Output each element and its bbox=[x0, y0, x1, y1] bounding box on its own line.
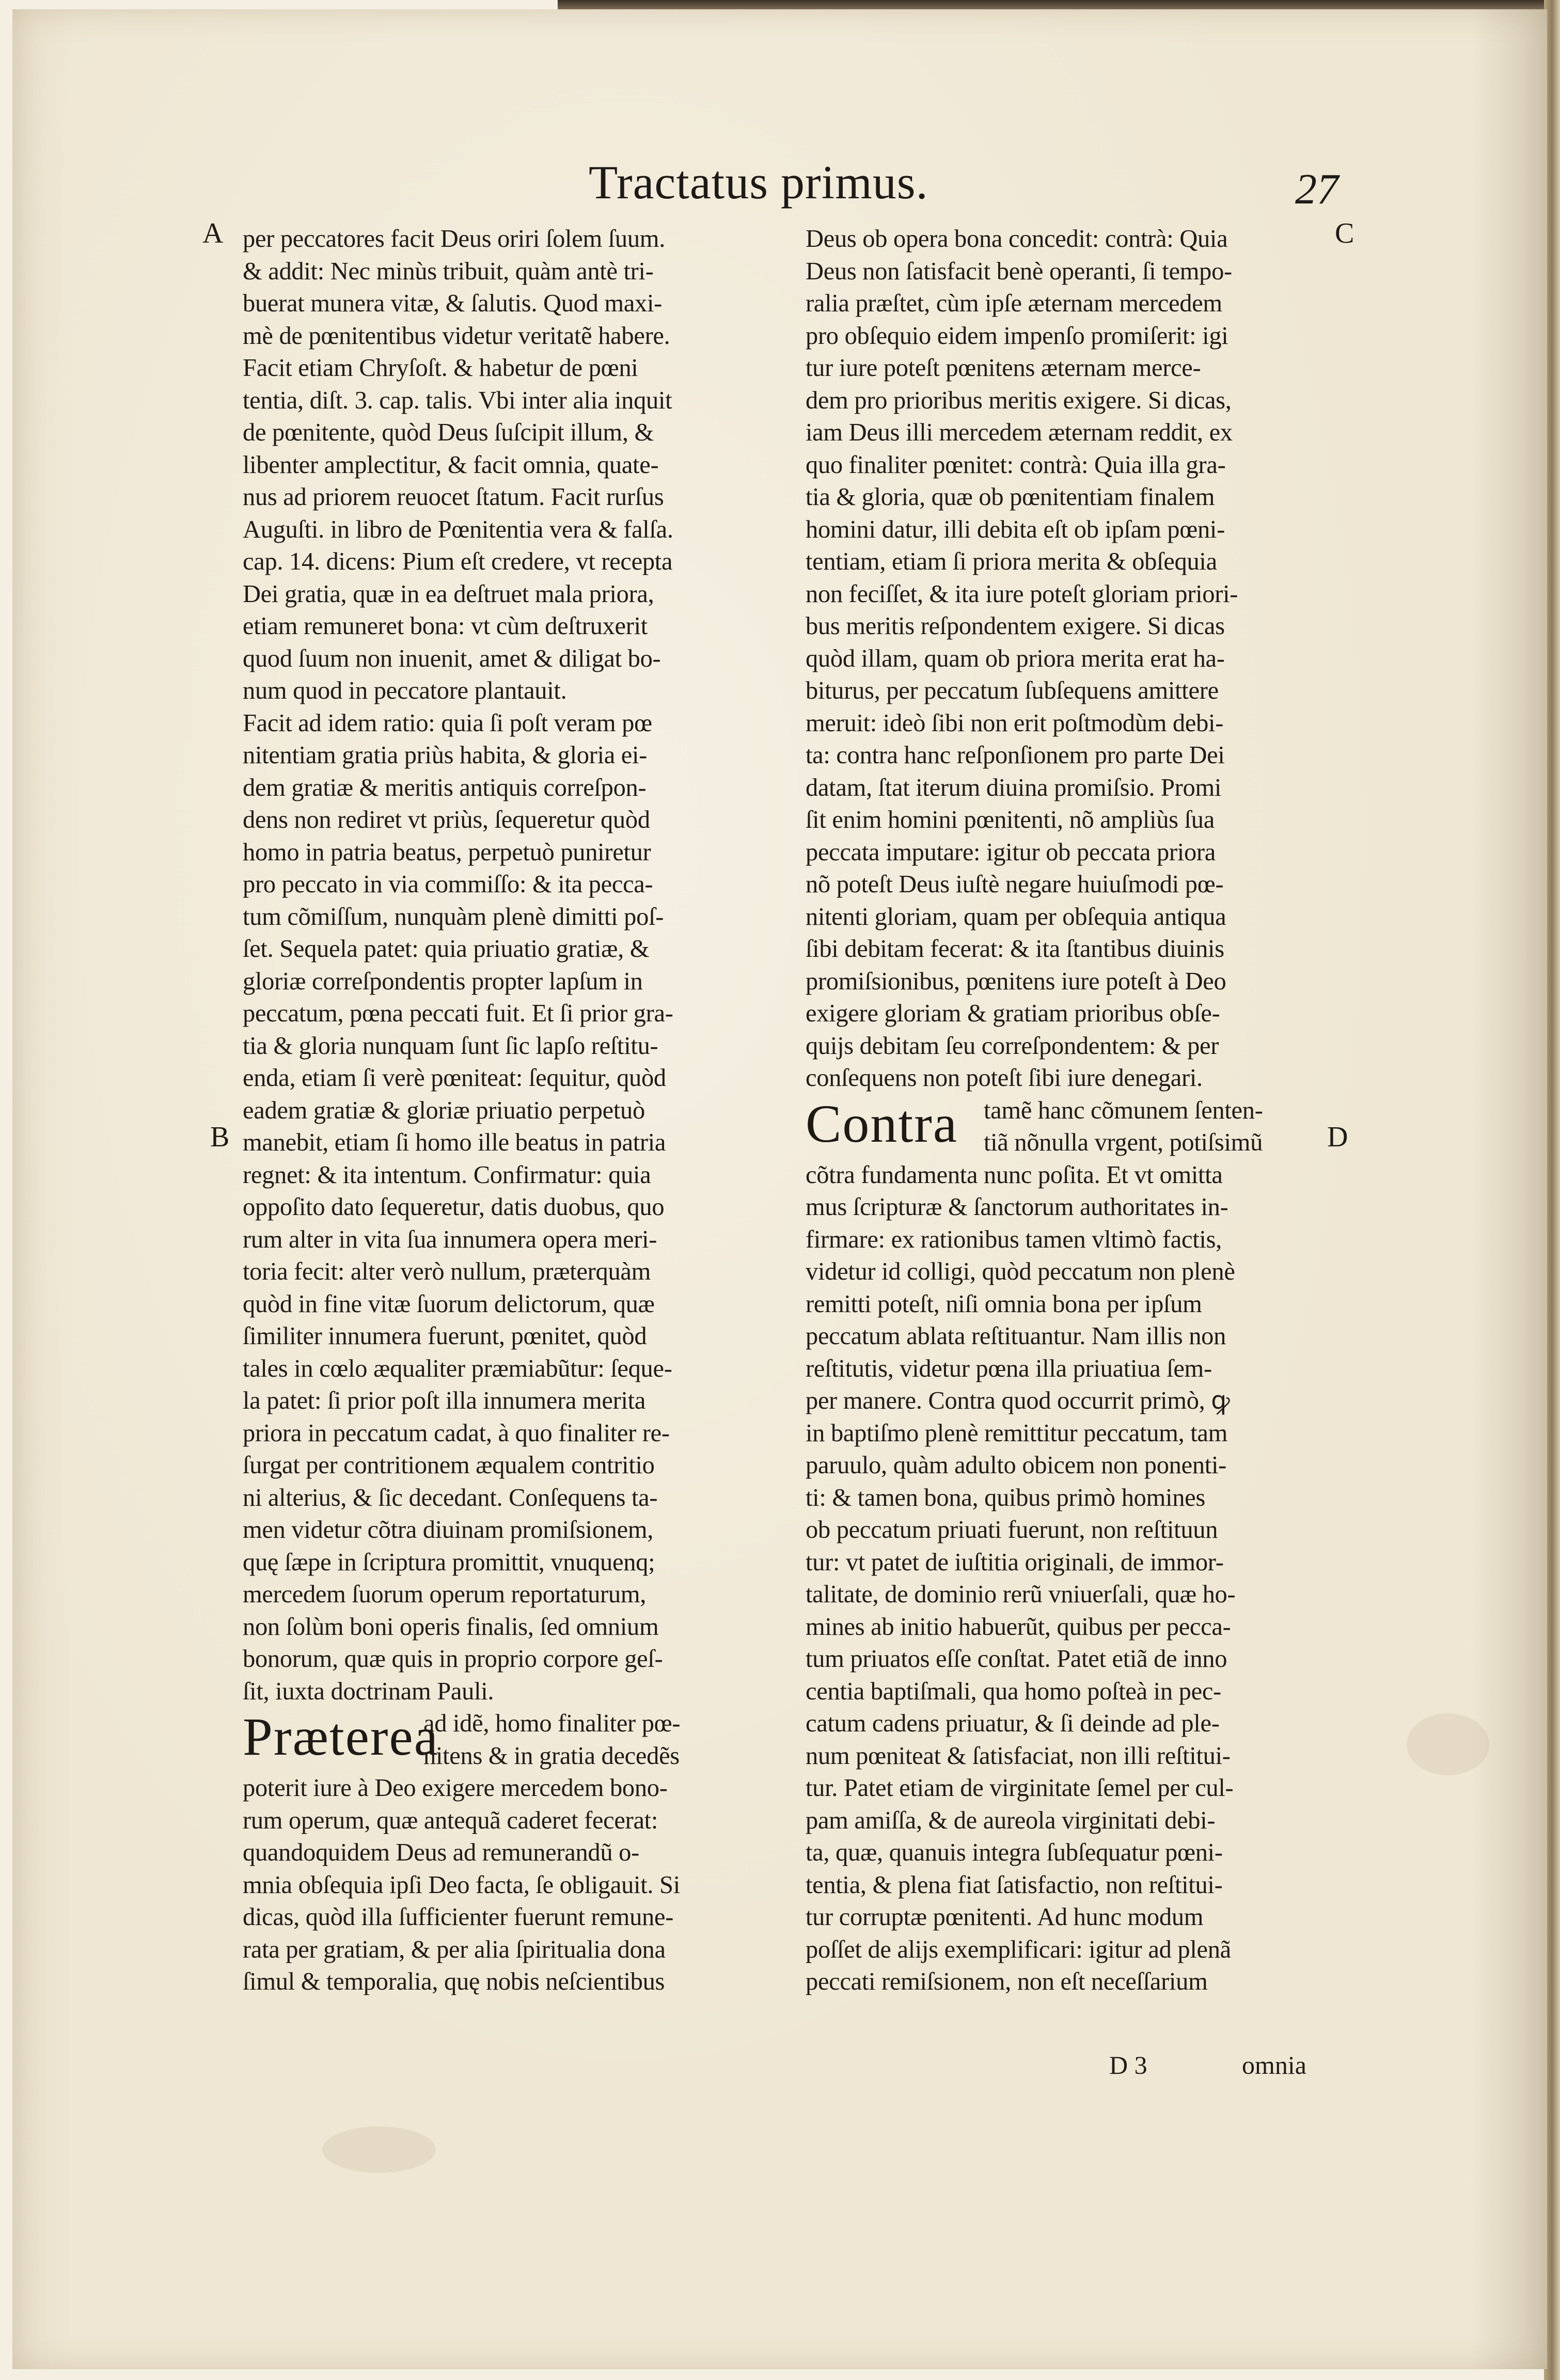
text-line: buerat munera vitæ, & ſalutis. Quod maxi- bbox=[243, 290, 663, 317]
text-line: quę ſæpe in ſcriptura promittit, vnuquenq; bbox=[243, 1548, 655, 1576]
text-line: per peccatores facit Deus oriri ſolem ſuum. bbox=[243, 225, 666, 253]
text-line: Facit ad idem ratio: quia ſi poſt veram pœ bbox=[243, 709, 652, 737]
text-line: nus ad priorem reuocet ſtatum. Facit rurſus bbox=[243, 483, 664, 511]
text-line: tamẽ hanc cõmunem ſenten- bbox=[984, 1096, 1263, 1124]
text-line: ſit enim homini pœnitenti, nõ ampliùs ſua bbox=[806, 806, 1215, 833]
text-line: toria fecit: alter verò nullum, præterquàm bbox=[243, 1258, 651, 1285]
text-line: tia & gloria, quæ ob pœnitentiam finalem bbox=[806, 483, 1215, 511]
text-line: reſtitutis, videtur pœna illa priuatiua ſem- bbox=[806, 1354, 1212, 1382]
text-line: tur corruptæ pœnitenti. Ad hunc modum bbox=[806, 1903, 1204, 1931]
text-line: tur iure poteſt pœnitens æternam merce- bbox=[806, 354, 1201, 382]
text-line: videtur id colligi, quòd peccatum non plenè bbox=[806, 1258, 1235, 1285]
text-line: firmare: ex rationibus tamen vltimò factis, bbox=[806, 1225, 1222, 1253]
text-line: Deus ob opera bona concedit: contrà: Quia bbox=[806, 225, 1228, 253]
dropcap-adjacent-lines bbox=[984, 1095, 1263, 1159]
left-text-column bbox=[243, 223, 798, 1998]
book-top-edge bbox=[558, 0, 1560, 9]
text-line: pro peccato in via commiſſo: & ita pecca- bbox=[243, 871, 653, 898]
right-text-column bbox=[806, 223, 1361, 1998]
text-line: ſurgat per contritionem æqualem contritio bbox=[243, 1452, 655, 1479]
text-line: tur. Patet etiam de virginitate ſemel per cul- bbox=[806, 1774, 1234, 1802]
text-line: nitens & in gratia decedẽs bbox=[423, 1742, 680, 1770]
text-line: mus ſcripturæ & ſanctorum authoritates in- bbox=[806, 1193, 1228, 1221]
text-line: Deus non ſatisfacit benè operanti, ſi tempo- bbox=[806, 257, 1232, 285]
text-line: poſſet de alijs exemplificari: igitur ad plenã bbox=[806, 1935, 1231, 1963]
text-line: tum priuatos eſſe conſtat. Patet etiã de inno bbox=[806, 1645, 1227, 1673]
text-line: oppoſito dato ſequeretur, datis duobus, quo bbox=[243, 1193, 665, 1221]
text-line: gloriæ correſpondentis propter lapſum in bbox=[243, 967, 643, 995]
text-line: Auguſti. in libro de Pœnitentia vera & falſa. bbox=[243, 515, 673, 543]
text-line: ſimiliter innumera fuerunt, pœnitet, quòd bbox=[243, 1322, 647, 1350]
text-line: tentiam, etiam ſi priora merita & obſequia bbox=[806, 548, 1217, 575]
text-line: quo finaliter pœnitet: contrà: Quia illa gra- bbox=[806, 451, 1226, 479]
text-line: quòd illam, quam ob priora merita erat ha- bbox=[806, 644, 1225, 672]
text-line: quandoquidem Deus ad remunerandũ o- bbox=[243, 1839, 639, 1866]
text-line: exigere gloriam & gratiam prioribus obſe- bbox=[806, 1000, 1220, 1027]
text-line: peccatum, pœna peccati fuit. Et ſi prior gra- bbox=[243, 1000, 673, 1027]
folio-number: 27 bbox=[1295, 165, 1338, 213]
margin-letter-d: D bbox=[1327, 1121, 1348, 1153]
paper-stain bbox=[322, 2126, 436, 2173]
text-line: cap. 14. dicens: Pium eſt credere, vt recepta bbox=[243, 548, 673, 575]
text-line: tales in cœlo æqualiter præmiabũtur: ſeque- bbox=[243, 1354, 672, 1382]
text-line: in baptiſmo plenè remittitur peccatum, tam bbox=[806, 1419, 1228, 1447]
text-line: rum alter in vita ſua innumera opera meri- bbox=[243, 1225, 657, 1253]
text-line: etiam remuneret bona: vt cùm deſtruxerit bbox=[243, 612, 648, 640]
dropcap-word: Contra bbox=[806, 1094, 958, 1154]
text-line: quijs debitam ſeu correſpondentem: & per bbox=[806, 1032, 1219, 1060]
text-line: promiſsionibus, pœnitens iure poteſt à Deo bbox=[806, 967, 1226, 995]
dropcap-word: Præterea bbox=[243, 1707, 439, 1767]
text-line: & addit: Nec minùs tribuit, quàm antè tri- bbox=[243, 257, 654, 285]
text-line: de pœnitente, quòd Deus ſuſcipit illum, & bbox=[243, 419, 654, 446]
text-line: libenter amplectitur, & facit omnia, quate- bbox=[243, 451, 659, 479]
text-line: manebit, etiam ſi homo ille beatus in patria bbox=[243, 1129, 666, 1156]
text-line: mines ab initio habuerũt, quibus per pecca- bbox=[806, 1613, 1231, 1641]
right-column-text-block bbox=[806, 1159, 1361, 1998]
text-line: Dei gratia, quæ in ea deſtruet mala priora, bbox=[243, 580, 654, 608]
text-line: homo in patria beatus, perpetuò puniretur bbox=[243, 838, 651, 866]
text-line: ta, quæ, quanuis integra ſubſequatur pœni- bbox=[806, 1839, 1223, 1866]
text-line: Facit etiam Chryſoſt. & habetur de pœni bbox=[243, 354, 638, 382]
text-line: ta: contra hanc reſponſionem pro parte Dei bbox=[806, 742, 1225, 769]
text-line: mè de pœnitentibus videtur veritatẽ habere. bbox=[243, 322, 670, 350]
text-line: tentia, diſt. 3. cap. talis. Vbi inter alia inquit bbox=[243, 386, 672, 414]
margin-letter-a: A bbox=[202, 217, 224, 249]
text-line: men videtur cõtra diuinam promiſsionem, bbox=[243, 1516, 654, 1543]
text-line: dicas, quòd illa ſufficienter fuerunt remune- bbox=[243, 1903, 674, 1931]
text-line: ſit, iuxta doctrinam Pauli. bbox=[243, 1677, 494, 1705]
catchword: omnia bbox=[1242, 2051, 1306, 2079]
text-line: eadem gratiæ & gloriæ priuatio perpetuò bbox=[243, 1096, 645, 1124]
text-line: ralia præſtet, cùm ipſe æternam mercedem bbox=[806, 290, 1222, 317]
text-line: num pœniteat & ſatisfaciat, non illi reſtitui- bbox=[806, 1742, 1231, 1770]
text-line: non ſolùm boni operis finalis, ſed omnium bbox=[243, 1613, 659, 1641]
text-line: per manere. Contra quod occurrit primò, ꝙ bbox=[806, 1387, 1230, 1414]
left-column-text-block bbox=[243, 223, 798, 1708]
text-line: dens non rediret vt priùs, ſequeretur quòd bbox=[243, 806, 650, 833]
text-line: cõtra fundamenta nunc poſita. Et vt omitta bbox=[806, 1161, 1223, 1189]
text-line: talitate, de dominio rerũ vniuerſali, quæ ho- bbox=[806, 1581, 1236, 1608]
text-line: paruulo, quàm adulto obicem non ponenti- bbox=[806, 1452, 1227, 1479]
text-line: catum cadens priuatur, & ſi deinde ad ple- bbox=[806, 1710, 1220, 1737]
text-line: enda, etiam ſi verè pœniteat: ſequitur, quòd bbox=[243, 1064, 666, 1092]
running-head: Tractatus primus. bbox=[589, 156, 928, 209]
text-line: remitti poteſt, niſi omnia bona per ipſum bbox=[806, 1290, 1202, 1318]
text-line: ſibi debitam fecerat: & ita ſtantibus diuinis bbox=[806, 935, 1224, 963]
text-line: tur: vt patet de iuſtitia originali, de immor- bbox=[806, 1548, 1224, 1576]
paper-stain bbox=[1407, 1713, 1489, 1775]
text-line: bus meritis reſpondentem exigere. Si dicas bbox=[806, 612, 1225, 640]
text-line: ſet. Sequela patet: quia priuatio gratiæ, & bbox=[243, 935, 650, 963]
text-line: tentia, & plena fiat ſatisfactio, non reſtitui- bbox=[806, 1871, 1223, 1899]
text-line: num quod in peccatore plantauit. bbox=[243, 677, 567, 704]
text-line: homini datur, illi debita eſt ob ipſam pœni- bbox=[806, 515, 1225, 543]
margin-letter-c: C bbox=[1335, 217, 1354, 249]
margin-letter-b: B bbox=[210, 1121, 230, 1153]
text-line: ſimul & temporalia, quę nobis neſcientibus bbox=[243, 1968, 665, 1995]
text-line: poterit iure à Deo exigere mercedem bono- bbox=[243, 1774, 668, 1802]
text-line: priora in peccatum cadat, à quo finaliter re- bbox=[243, 1419, 670, 1447]
text-line: ad idẽ, homo finaliter pœ- bbox=[423, 1710, 681, 1737]
text-line: dem gratiæ & meritis antiquis correſpon- bbox=[243, 774, 647, 801]
text-line: tum cõmiſſum, nunquàm plenè dimitti poſ- bbox=[243, 903, 664, 931]
text-line: mercedem ſuorum operum reportaturum, bbox=[243, 1581, 647, 1608]
text-line: peccati remiſsionem, non eſt neceſſarium bbox=[806, 1968, 1208, 1995]
text-line: nitenti gloriam, quam per obſequia antiqua bbox=[806, 903, 1226, 931]
text-line: conſequens non poteſt ſibi iure denegari. bbox=[806, 1064, 1203, 1092]
text-line: iam Deus illi mercedem æternam reddit, ex bbox=[806, 419, 1233, 446]
text-line: rata per gratiam, & per alia ſpiritualia dona bbox=[243, 1935, 666, 1963]
text-line: ni alterius, & ſic decedant. Conſequens ta- bbox=[243, 1484, 658, 1511]
left-paragraph-initial bbox=[243, 1708, 798, 1772]
text-line: regnet: & ita intentum. Confirmatur: quia bbox=[243, 1161, 651, 1189]
left-column-text-block bbox=[243, 1772, 798, 1998]
text-line: ti: & tamen bona, quibus primò homines bbox=[806, 1484, 1205, 1511]
signature-mark: D 3 bbox=[1109, 2051, 1147, 2079]
text-line: bonorum, quæ quis in proprio corpore geſ- bbox=[243, 1645, 663, 1673]
dropcap-adjacent-lines bbox=[423, 1708, 680, 1772]
text-line: ob peccatum priuati fuerunt, non reſtituun bbox=[806, 1516, 1218, 1543]
text-line: peccatum ablata reſtituantur. Nam illis non bbox=[806, 1322, 1226, 1350]
text-line: non feciſſet, & ita iure poteſt gloriam priori- bbox=[806, 580, 1238, 608]
text-line: peccata imputare: igitur ob peccata priora bbox=[806, 838, 1216, 866]
text-line: datam, ſtat iterum diuina promiſsio. Promi bbox=[806, 774, 1222, 801]
text-line: rum operum, quæ antequã caderet fecerat: bbox=[243, 1806, 658, 1834]
text-line: quod ſuum non inuenit, amet & diligat bo- bbox=[243, 644, 661, 672]
text-line: nõ poteſt Deus iuſtè negare huiuſmodi pœ- bbox=[806, 871, 1224, 898]
right-column-text-block bbox=[806, 223, 1361, 1095]
text-line: la patet: ſi prior poſt illa innumera merita bbox=[243, 1387, 646, 1414]
text-line: pam amiſſa, & de aureola virginitati debi- bbox=[806, 1806, 1216, 1834]
text-line: tia & gloria nunquam ſunt ſic lapſo reſtitu- bbox=[243, 1032, 658, 1060]
text-line: biturus, per peccatum ſubſequens amittere bbox=[806, 677, 1219, 704]
text-line: dem pro prioribus meritis exigere. Si dicas, bbox=[806, 386, 1232, 414]
text-line: pro obſequio eidem impenſo promiſerit: igi bbox=[806, 322, 1228, 350]
text-line: centia baptiſmali, qua homo poſteà in pec- bbox=[806, 1677, 1221, 1705]
right-paragraph-initial bbox=[806, 1095, 1361, 1159]
text-line: nitentiam gratia priùs habita, & gloria ei- bbox=[243, 742, 648, 769]
text-line: quòd in fine vitæ ſuorum delictorum, quæ bbox=[243, 1290, 655, 1318]
text-line: mnia obſequia ipſi Deo facta, ſe obligauit. Si bbox=[243, 1871, 680, 1899]
text-line: meruit: ideò ſibi non erit poſtmodùm debi- bbox=[806, 709, 1224, 737]
text-line: tiã nõnulla vrgent, potiſsimũ bbox=[984, 1129, 1263, 1156]
